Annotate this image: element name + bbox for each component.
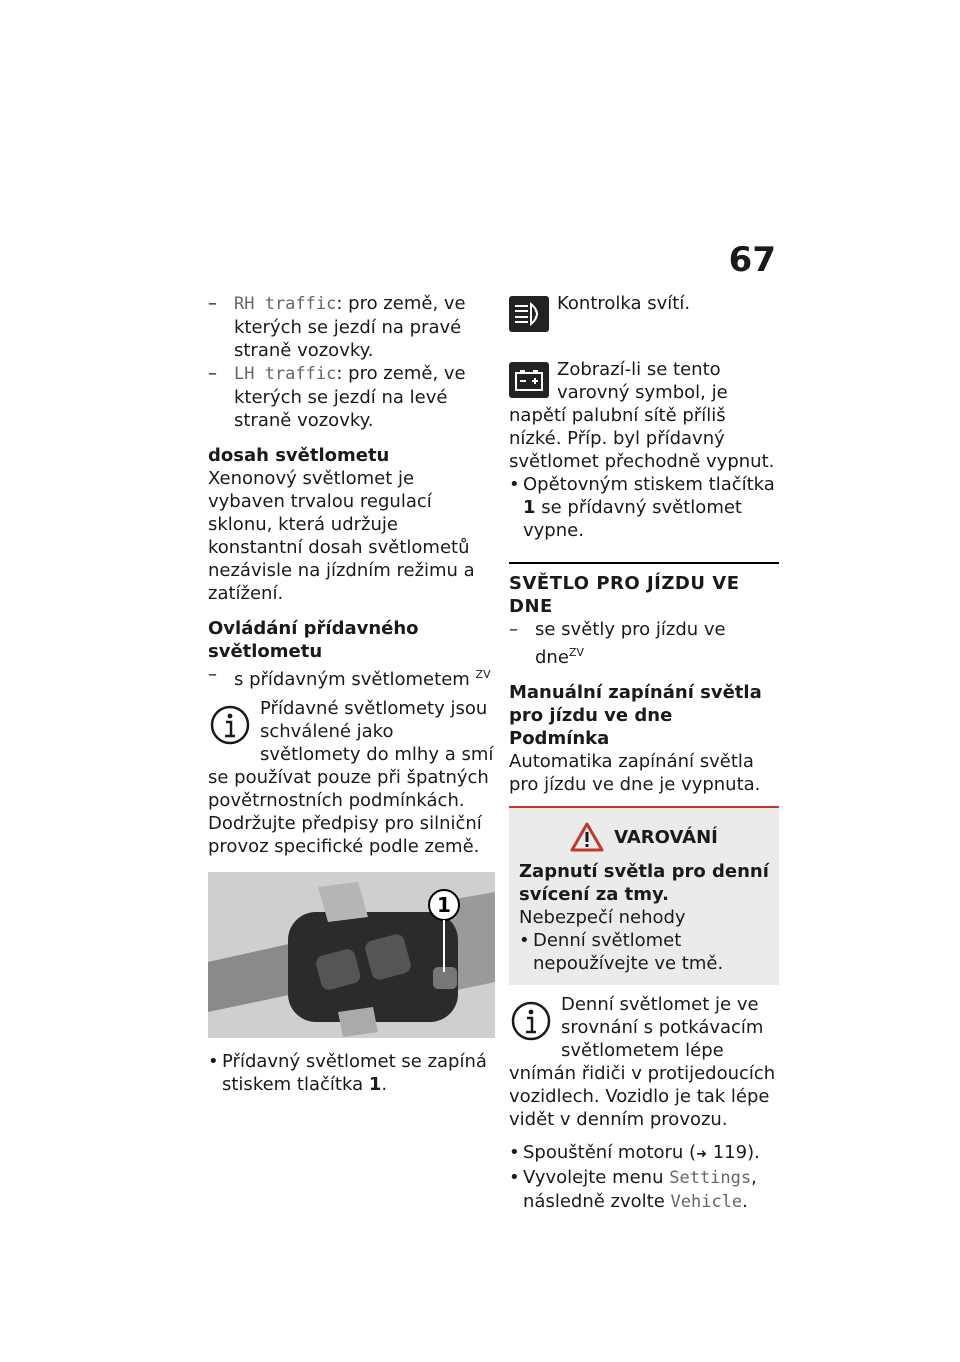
right-column [509, 292, 779, 1214]
list-item: • Opětovným stiskem tlačítka 1 se přídavný světlomet vypne. [509, 474, 775, 541]
manual-title: Manuální zapínání světla pro jízdu ve dne [509, 682, 762, 726]
warning-sub: Nebezpečí nehody [519, 907, 686, 928]
page-number: 67 [728, 240, 776, 280]
list-item: • Vyvolejte menu Settings, následně zvolte Vehicle. [509, 1167, 757, 1212]
list-item: – RH traffic: pro země, ve kterých se jezdí na pravé straně vozovky. [208, 293, 466, 361]
lh-traffic-code: LH traffic [234, 364, 337, 384]
voltage-warning: Zobrazí-li se tento varovný symbol, je napětí palubní sítě příliš nízké. Příp. byl přídavný světlomet přechodně vypnut. [509, 359, 775, 472]
list-item: • Denní světlomet nepoužívejte ve tmě. [519, 930, 724, 974]
warning-triangle-icon [570, 822, 604, 852]
warning-title: Zapnutí světla pro denní svícení za tmy. [519, 861, 769, 905]
requirement: – se světly pro jízdu ve dne$^{ZV}$ [509, 619, 726, 668]
control-title: Ovládání přídavného světlometu [208, 618, 419, 662]
info-note: Přídavné světlomety jsou schválené jako světlomety do mlhy a smí se používat pouze při špatných povětrnostních podmínkách. Dodržujte předpisy pro silniční provoz specifické podle země. [208, 698, 494, 857]
range-text: Xenonový světlomet je vybaven trvalou regulací sklonu, která udržuje konstantní dosah světlometů nezávisle na jízdním režimu a zatížení. [208, 468, 475, 604]
menu-vehicle-code: Vehicle [670, 1192, 743, 1212]
handlebar-switch-illustration [208, 872, 495, 1038]
photo-callout-1: 1 [437, 893, 451, 917]
info-icon [509, 999, 553, 1043]
page-ref-arrow-icon: ➜ [696, 1147, 707, 1162]
condition-text: Automatika zapínání světla pro jízdu ve dne je vypnuta. [509, 751, 761, 795]
list-item: – LH traffic: pro země, ve kterých se jezdí na levé straně vozovky. [208, 363, 466, 431]
list-item: • Spouštění motoru (➜ 119). [509, 1142, 760, 1163]
menu-settings-code: Settings [669, 1168, 752, 1188]
rh-traffic-code: RH traffic [234, 294, 337, 314]
requirement: – s přídavným světlometem $^{ZV}$ [208, 664, 491, 690]
left-column [208, 292, 495, 1096]
info-icon [208, 703, 252, 747]
range-title: dosah světlometu [208, 445, 390, 466]
battery-warning-icon [509, 362, 549, 398]
condition-title: Podmínka [509, 728, 610, 749]
warning-box [509, 806, 779, 985]
handlebar-switch-photo [208, 872, 495, 1038]
section-title: SVĚTLO PRO JÍZDU VE DNE [509, 562, 779, 618]
list-item: • Přídavný světlomet se zapíná stiskem tlačítka 1. [208, 1051, 487, 1095]
lamp-indicator: Kontrolka svítí. [509, 292, 779, 315]
fog-light-indicator-icon [509, 296, 549, 332]
warning-header: VAROVÁNÍ [519, 822, 769, 852]
info-note: Denní světlomet je ve srovnání s potkávacím světlometem lépe vnímán řidiči v protijedoucích vozidlech. Vozidlo je tak lépe vidět v denním provozu. [509, 994, 776, 1130]
